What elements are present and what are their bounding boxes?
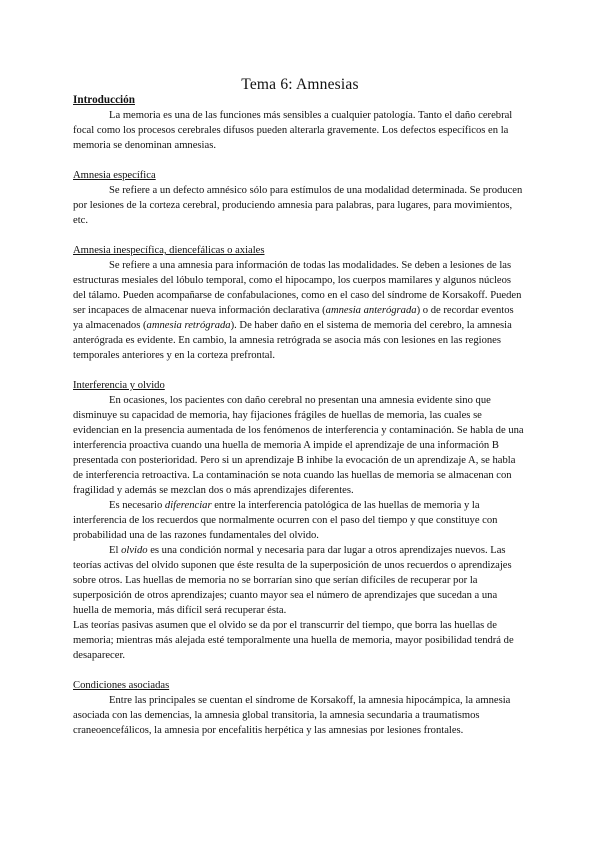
inespecifica-paragraph (73, 258, 525, 363)
interferencia-paragraph-4: Las teorías pasivas asumen que el olvido se da por el transcurrir del tiempo, que borra las huellas de memoria; mientras más alejada esté temporalmente una huella de memoria, mayor posibilidad tendrá de desaparecer. (73, 620, 514, 661)
interferencia-p2-text-a: Es necesario (109, 500, 165, 511)
document-title: Tema 6: Amnesias (241, 76, 359, 93)
inespecifica-text-c: ). De haber daño en el sistema de memoria del cerebro, la amnesia anterógrada es evidente. En cambio, la amnesia retrógrada se asocia más con lesiones en las regiones temporales anteriores y en la corteza prefrontal. (73, 320, 512, 361)
term-diferenciar: diferenciar (164, 500, 212, 511)
term-amnesia-retrograda: amnesia retrógrada (146, 320, 231, 331)
section-heading-interferencia: Interferencia y olvido (73, 380, 165, 391)
inespecifica-text-b: ) o de recordar eventos ya almacenados ( (73, 305, 514, 331)
term-olvido: olvido (121, 545, 148, 556)
document-body (73, 93, 525, 738)
section-heading-amnesia-inespecifica: Amnesia inespecífica, diencefálicas o axiales (73, 245, 265, 256)
condiciones-paragraph: Entre las principales se cuentan el síndrome de Korsakoff, la amnesia hipocámpica, la amnesia asociada con las demencias, la amnesia global transitoria, la amnesia secundaria a traumatismos craneoencefálicos, la amnesia por encefalitis herpética y las amnesias por lesiones frontales. (73, 695, 511, 736)
intro-paragraph: La memoria es una de las funciones más sensibles a cualquier patología. Tanto el daño cerebral focal como los procesos cerebrales difusos pueden alterarla gravemente. Los defectos específicos en la memoria se denominan amnesias. (73, 110, 513, 151)
interferencia-p3-text-b: es una condición normal y necesaria para dar lugar a otros aprendizajes nuevos. Las teorías activas del olvido suponen que éste resulta de la superposición de unos recuerdos o aprendizajes sobre otros. Las huellas de memoria no se borrarían sino que serían difíciles de recuperar por la superposición de otros aprendizajes; cuanto mayor sea el número de aprendizajes que sucedan a una huella de memoria, más difícil será recuperar ésta. (73, 545, 512, 616)
interferencia-p2-text-b: entre la interferencia patológica de las huellas de memoria y la interferencia de los recuerdos que normalmente ocurren con el paso del tiempo y que constituye con probabilidad una de las razones fundamentales del olvido. (73, 500, 498, 541)
interferencia-p3-text-a: El (109, 545, 122, 556)
interferencia-paragraph-1: En ocasiones, los pacientes con daño cerebral no presentan una amnesia evidente sino que disminuye su capacidad de memoria, hay fijaciones frágiles de huellas de memoria, las cuales se evidencian en la presencia aumentada de los fenómenos de interferencia y contaminación. Se habla de una interferencia proactiva cuando una huella de memoria A impide el aprendizaje de una información B presentada con posterioridad. Pero si un aprendizaje B inhibe la evocación de un aprendizaje A, se habla de interferencia retroactiva. La contaminación se nota cuando las huellas de memoria se almacenan con fragilidad y además se mezclan dos o más aprendizajes diferentes. (73, 395, 524, 496)
section-heading-condiciones: Condiciones asociadas (73, 680, 170, 691)
interferencia-paragraph-3 (73, 543, 525, 618)
term-amnesia-anterograda: amnesia anterógrada (325, 305, 417, 316)
especifica-paragraph: Se refiere a un defecto amnésico sólo para estímulos de una modalidad determinada. Se producen por lesiones de la corteza cerebral, produciendo amnesia para palabras, para lugares, para movimientos, etc. (73, 185, 523, 226)
section-heading-introduccion: Introducción (73, 94, 135, 106)
section-heading-amnesia-especifica: Amnesia específica (73, 170, 156, 181)
inespecifica-text-a: Se refiere a una amnesia para información de todas las modalidades. Se deben a lesiones de las estructuras mesiales del lóbulo temporal, como el hipocampo, los cuerpos mamilares y algunos núcleos del tálamo. Pueden acompañarse de confabulaciones, como en el caso del síndrome de Korsakoff. Pueden ser incapaces de almacenar nueva información declarativa ( (73, 260, 522, 316)
interferencia-paragraph-2 (73, 498, 525, 543)
